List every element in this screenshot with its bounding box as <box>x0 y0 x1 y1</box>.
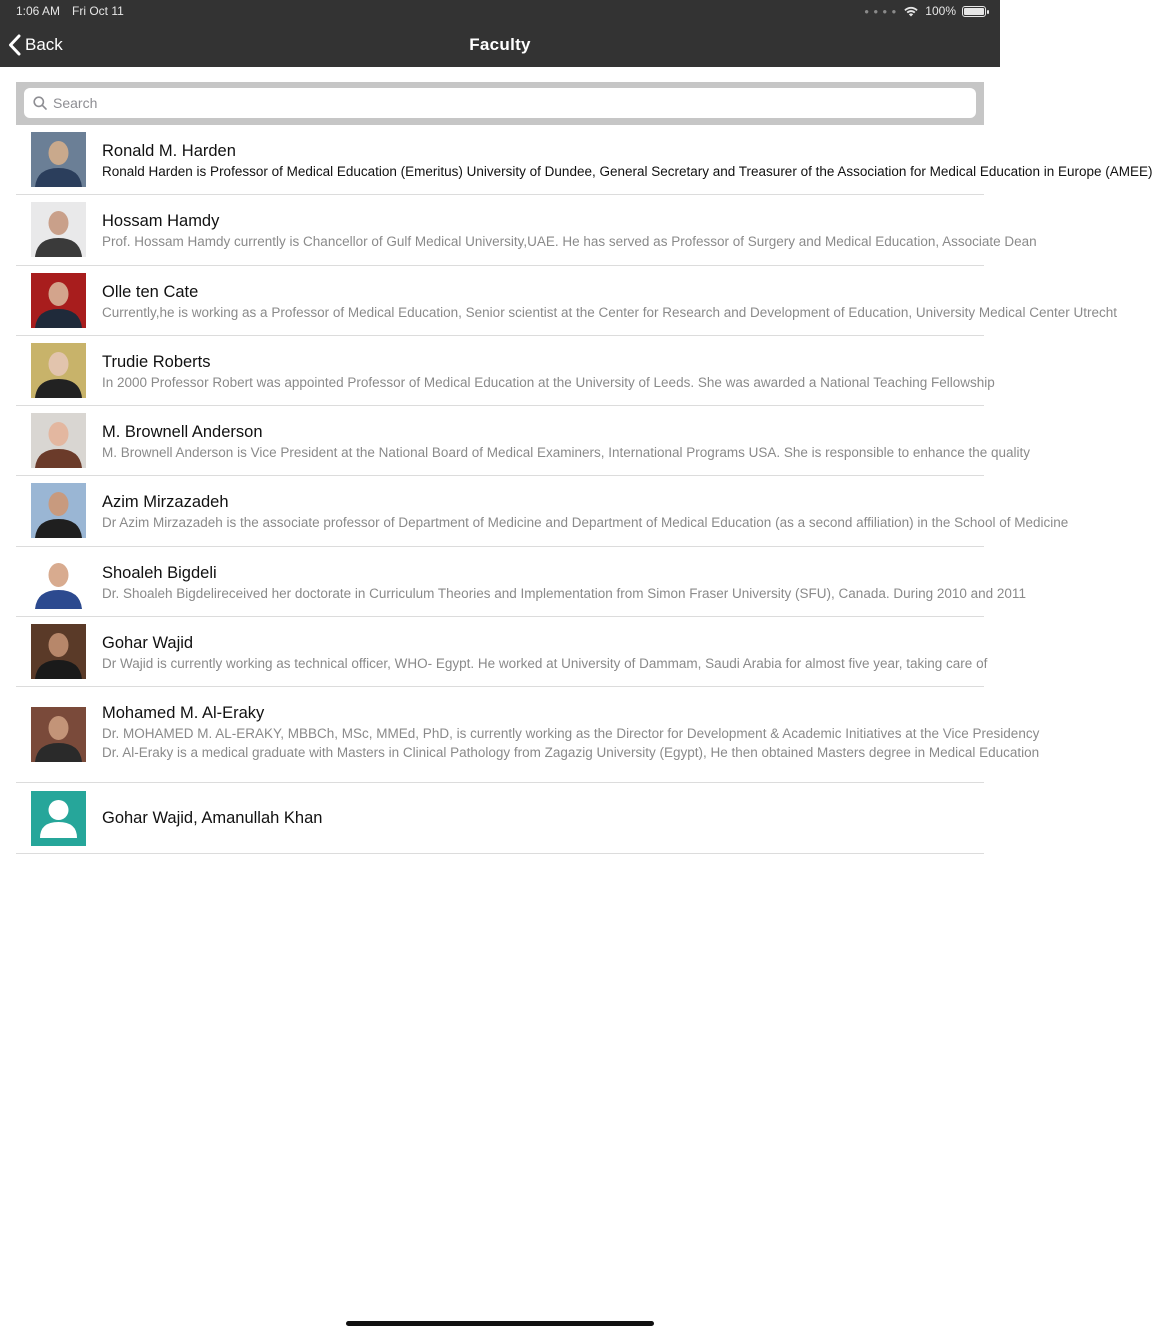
faculty-list <box>16 125 1153 854</box>
faculty-row[interactable] <box>16 783 984 854</box>
faculty-name: Ronald M. Harden <box>102 142 236 160</box>
avatar <box>31 273 86 328</box>
faculty-description: Dr Wajid is currently working as technical officer, WHO- Egypt. He worked at University of Dammam, Saudi Arabia for almost five year, taking care of <box>102 656 988 672</box>
faculty-row[interactable] <box>16 195 1037 265</box>
faculty-row[interactable] <box>16 547 1026 617</box>
faculty-row[interactable] <box>16 406 1030 476</box>
avatar <box>31 707 86 762</box>
search-input[interactable] <box>53 95 953 111</box>
faculty-description: Currently,he is working as a Professor of Medical Education, Senior scientist at the Center for Research and Development of Education, University Medical Center Utrecht <box>102 304 1117 320</box>
home-indicator <box>346 1321 654 1326</box>
back-label: Back <box>25 35 63 54</box>
avatar <box>31 624 86 679</box>
search-icon <box>33 96 47 110</box>
faculty-description: Dr. Shoaleh Bigdelireceived her doctorate in Curriculum Theories and Implementation from Simon Fraser University (SFU), Canada. During 2010 and 2011 <box>102 585 1026 601</box>
avatar <box>31 132 86 187</box>
faculty-description: Dr. Al-Eraky is a medical graduate with Masters in Clinical Pathology from Zagazig University (Egypt), He then obtained Masters degree in Medical Education <box>102 745 1040 761</box>
faculty-name: Azim Mirzazadeh <box>102 493 229 512</box>
avatar <box>31 343 86 398</box>
faculty-description: Dr. MOHAMED M. AL-ERAKY, MBBCh, MSc, MMEd, PhD, is currently working as the Director for Development & Academic Initiatives at the Vice Presidency <box>102 726 1040 742</box>
faculty-description: In 2000 Professor Robert was appointed Professor of Medical Education at the University of Leeds. She was awarded a National Teaching Fellowship <box>102 374 995 390</box>
wifi-icon <box>903 5 919 17</box>
battery-icon <box>962 6 986 17</box>
avatar <box>31 413 86 468</box>
faculty-row[interactable] <box>16 476 1069 546</box>
avatar <box>31 202 86 257</box>
battery-percent: 100% <box>925 4 956 18</box>
top-bar <box>0 0 1000 67</box>
faculty-name: Gohar Wajid, Amanullah Khan <box>102 808 323 827</box>
search-field[interactable] <box>24 88 976 118</box>
faculty-row[interactable] <box>16 266 1117 336</box>
faculty-row[interactable] <box>16 617 988 687</box>
page-title: Faculty <box>469 35 531 54</box>
faculty-name: M. Brownell Anderson <box>102 423 263 442</box>
status-right <box>864 4 986 18</box>
faculty-row[interactable] <box>16 336 995 406</box>
faculty-name: Shoaleh Bigdeli <box>102 563 217 582</box>
search-bar <box>16 82 984 125</box>
status-time: 1:06 AM <box>16 4 61 18</box>
navigation-bar <box>0 24 1000 67</box>
status-bar <box>0 4 1000 20</box>
faculty-row[interactable] <box>16 687 1040 783</box>
status-date: Fri Oct 11 <box>72 4 124 18</box>
faculty-description: Dr Azim Mirzazadeh is the associate professor of Department of Medicine and Department of Medical Education (as a second affiliation) in the School of Medicine <box>102 515 1069 531</box>
faculty-name: Trudie Roberts <box>102 352 211 371</box>
default-avatar-icon <box>31 791 86 846</box>
faculty-name: Mohamed M. Al-Eraky <box>102 704 265 723</box>
avatar <box>31 554 86 609</box>
faculty-description: M. Brownell Anderson is Vice President at the National Board of Medical Examiners, International Programs USA. She is responsible to enhance the quality <box>102 445 1030 461</box>
faculty-description: Ronald Harden is Professor of Medical Education (Emeritus) University of Dundee, General Secretary and Treasurer of the Association for Medical Education in Europe (AMEE) <box>102 164 1153 179</box>
faculty-name: Gohar Wajid <box>102 634 194 653</box>
faculty-description: Prof. Hossam Hamdy currently is Chancellor of Gulf Medical University,UAE. He has served as Professor of Surgery and Medical Education, Associate Dean <box>102 234 1037 250</box>
faculty-row[interactable] <box>16 125 1153 195</box>
faculty-name: Hossam Hamdy <box>102 212 220 231</box>
cellular-signal-icon: ● ● ● ● <box>864 6 898 16</box>
faculty-name: Olle ten Cate <box>102 282 199 301</box>
avatar <box>31 483 86 538</box>
